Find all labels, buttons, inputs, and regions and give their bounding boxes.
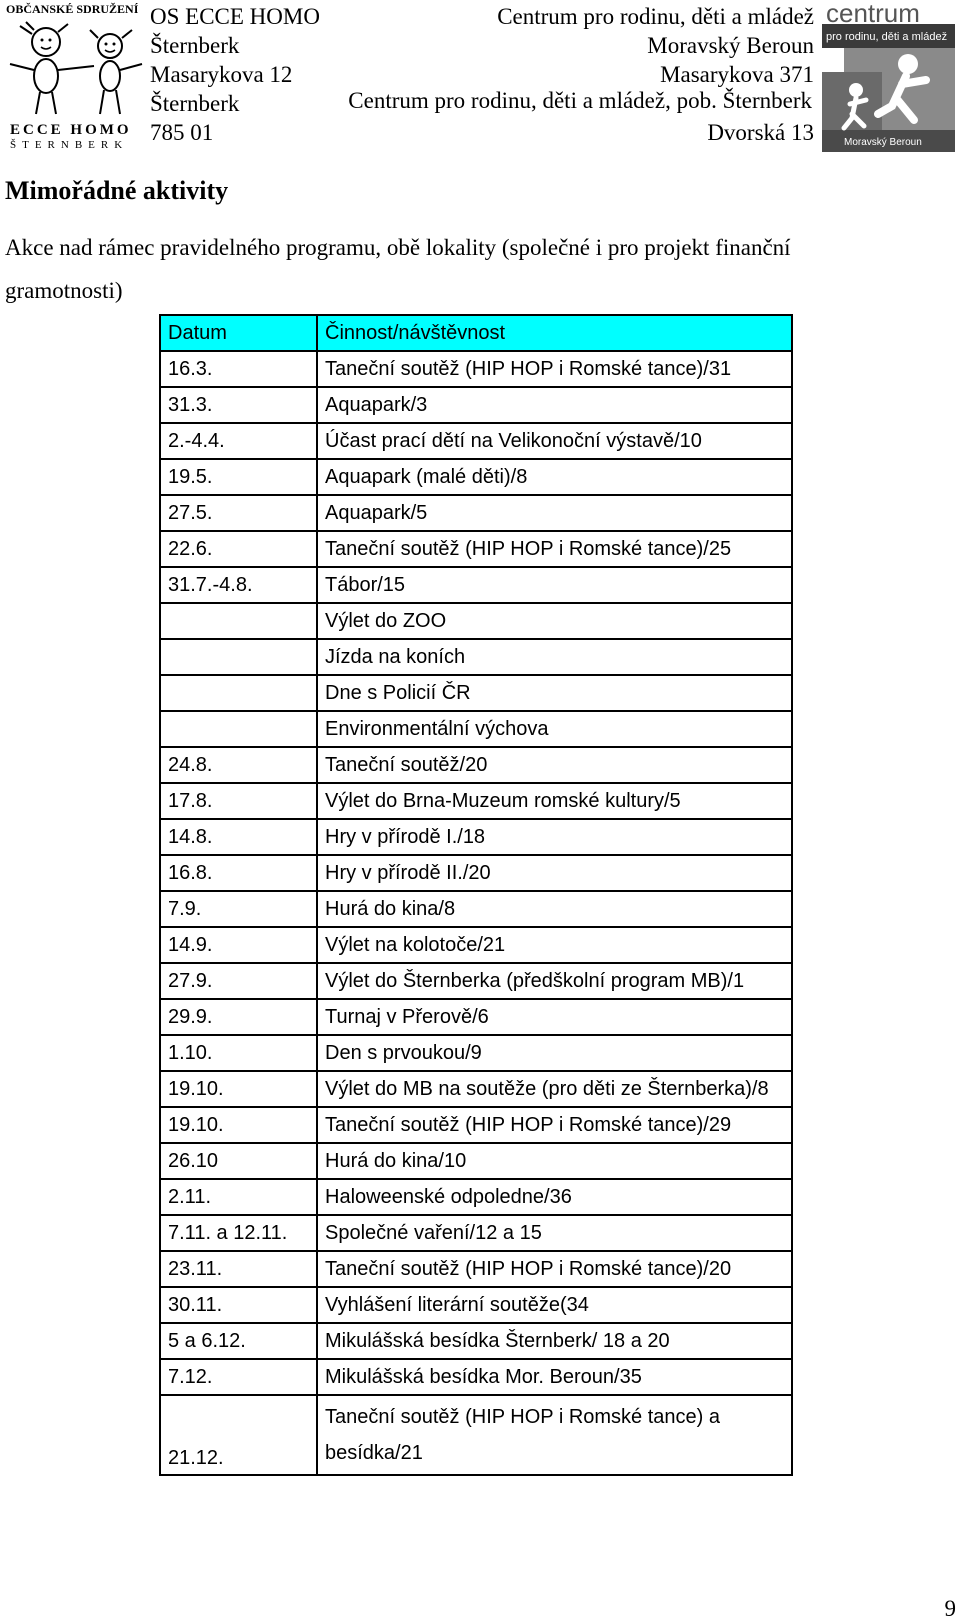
date-cell: 7.9. [160, 891, 317, 927]
date-cell: 19.5. [160, 459, 317, 495]
date-cell: 22.6. [160, 531, 317, 567]
table-row [160, 891, 792, 927]
table-row [160, 1179, 792, 1215]
activity-cell: Výlet na kolotoče/21 [317, 927, 792, 963]
activity-cell: Dne s Policií ČR [317, 675, 792, 711]
activity-cell: Výlet do Brna-Muzeum romské kultury/5 [317, 783, 792, 819]
activity-cell: Mikulášská besídka Mor. Beroun/35 [317, 1359, 792, 1395]
header-right-line: Moravský Beroun [647, 33, 814, 58]
logo-left-top-text: OBČANSKÉ SDRUŽENÍ [6, 2, 139, 16]
table-header-row [160, 315, 792, 351]
activity-cell: Hurá do kina/10 [317, 1143, 792, 1179]
header-left-line: OS ECCE HOMO [150, 4, 320, 29]
date-cell: 31.7.-4.8. [160, 567, 317, 603]
table-row [160, 531, 792, 567]
date-cell: 26.10 [160, 1143, 317, 1179]
header-left-line: Masarykova 12 [150, 62, 293, 87]
date-cell: 19.10. [160, 1107, 317, 1143]
table-row [160, 1215, 792, 1251]
activity-cell: Mikulášská besídka Šternberk/ 18 a 20 [317, 1323, 792, 1359]
activity-cell: Vyhlášení literární soutěže(34 [317, 1287, 792, 1323]
activity-cell: Aquapark/5 [317, 495, 792, 531]
table-row [160, 1071, 792, 1107]
activity-cell: Výlet do Šternberka (předškolní program MB)/1 [317, 963, 792, 999]
date-cell: 7.11. a 12.11. [160, 1215, 317, 1251]
header-right-address [497, 2, 814, 147]
page-number: 9 [944, 1596, 956, 1621]
date-cell: 19.10. [160, 1071, 317, 1107]
table-row [160, 1395, 792, 1475]
centrum-logo-place: Moravský Beroun [844, 137, 922, 148]
date-cell: 16.3. [160, 351, 317, 387]
centrum-logo [822, 2, 955, 152]
date-cell: 21.12. [160, 1395, 317, 1475]
date-cell: 27.5. [160, 495, 317, 531]
activity-cell: Jízda na koních [317, 639, 792, 675]
date-cell: 17.8. [160, 783, 317, 819]
activity-cell: Hurá do kina/8 [317, 891, 792, 927]
ecce-homo-logo [6, 2, 150, 152]
column-header-date: Datum [160, 315, 317, 351]
date-cell: 5 a 6.12. [160, 1323, 317, 1359]
date-cell: 1.10. [160, 1035, 317, 1071]
date-cell: 2.11. [160, 1179, 317, 1215]
activity-cell: Výlet do MB na soutěže (pro děti ze Šternberka)/8 [317, 1071, 792, 1107]
table-row [160, 495, 792, 531]
centrum-logo-graphic-icon [822, 2, 955, 152]
activity-cell: Haloweenské odpoledne/36 [317, 1179, 792, 1215]
table-row [160, 1251, 792, 1287]
activity-cell: Tábor/15 [317, 567, 792, 603]
centrum-logo-word: centrum [826, 2, 920, 28]
logo-left-name: ECCE HOMO [10, 122, 132, 138]
table-row [160, 1323, 792, 1359]
activity-cell: Taneční soutěž (HIP HOP i Romské tance)/29 [317, 1107, 792, 1143]
table-row [160, 423, 792, 459]
table-row [160, 927, 792, 963]
column-header-activity: Činnost/návštěvnost [317, 315, 792, 351]
table-row [160, 1143, 792, 1179]
table-row [160, 567, 792, 603]
activities-table [159, 314, 793, 1476]
table-row [160, 963, 792, 999]
table-row [160, 459, 792, 495]
centrum-logo-tag: pro rodinu, děti a mládež [826, 31, 948, 43]
activity-cell: Společné vaření/12 a 15 [317, 1215, 792, 1251]
header-left-line: Šternberk [150, 33, 240, 58]
date-cell: 7.12. [160, 1359, 317, 1395]
activity-cell: Aquapark/3 [317, 387, 792, 423]
table-row [160, 1107, 792, 1143]
header-right-line: Centrum pro rodinu, děti a mládež [497, 4, 814, 29]
header-left-line: Šternberk [150, 91, 240, 116]
activity-cell: Taneční soutěž (HIP HOP i Romské tance)/25 [317, 531, 792, 567]
table-row [160, 1035, 792, 1071]
activity-cell: Environmentální výchova [317, 711, 792, 747]
date-cell: 16.8. [160, 855, 317, 891]
table-row [160, 783, 792, 819]
table-row [160, 819, 792, 855]
header-left-address [150, 2, 320, 147]
date-cell: 30.11. [160, 1287, 317, 1323]
table-row [160, 603, 792, 639]
table-row [160, 1359, 792, 1395]
date-cell [160, 711, 317, 747]
date-cell: 2.-4.4. [160, 423, 317, 459]
activity-cell: Turnaj v Přerově/6 [317, 999, 792, 1035]
activities-table-body [160, 315, 792, 1475]
date-cell: 24.8. [160, 747, 317, 783]
section-intro: Akce nad rámec pravidelného programu, obě lokality (společné i pro projekt finanční gramotnosti) [5, 235, 791, 303]
activity-cell: Hry v přírodě I./18 [317, 819, 792, 855]
header-branch-line: Centrum pro rodinu, děti a mládež, pob. Šternberk [348, 88, 812, 113]
date-cell [160, 603, 317, 639]
table-row [160, 675, 792, 711]
activity-cell: Aquapark (malé děti)/8 [317, 459, 792, 495]
date-cell [160, 675, 317, 711]
table-row [160, 387, 792, 423]
table-row [160, 639, 792, 675]
header-right-line: Masarykova 371 [660, 62, 814, 87]
activity-cell: Taneční soutěž (HIP HOP i Romské tance)/20 [317, 1251, 792, 1287]
date-cell: 14.9. [160, 927, 317, 963]
date-cell: 27.9. [160, 963, 317, 999]
table-row [160, 351, 792, 387]
date-cell: 31.3. [160, 387, 317, 423]
table-row [160, 855, 792, 891]
date-cell: 23.11. [160, 1251, 317, 1287]
activity-cell: Taneční soutěž/20 [317, 747, 792, 783]
activity-cell: Taneční soutěž (HIP HOP i Romské tance)/31 [317, 351, 792, 387]
activity-cell: Den s prvoukou/9 [317, 1035, 792, 1071]
date-cell [160, 639, 317, 675]
activity-cell: Výlet do ZOO [317, 603, 792, 639]
section-title: Mimořádné aktivity [5, 176, 229, 205]
header-right-line: Dvorská 13 [707, 120, 814, 145]
header-left-line: 785 01 [150, 120, 214, 145]
table-row [160, 1287, 792, 1323]
activity-cell: Taneční soutěž (HIP HOP i Romské tance) a besídka/21 [317, 1395, 792, 1475]
activity-cell: Účast prací dětí na Velikonoční výstavě/10 [317, 423, 792, 459]
logo-left-sub: ŠTERNBERK [10, 139, 129, 151]
table-row [160, 999, 792, 1035]
activity-cell: Hry v přírodě II./20 [317, 855, 792, 891]
date-cell: 14.8. [160, 819, 317, 855]
table-row [160, 747, 792, 783]
table-row [160, 711, 792, 747]
date-cell: 29.9. [160, 999, 317, 1035]
